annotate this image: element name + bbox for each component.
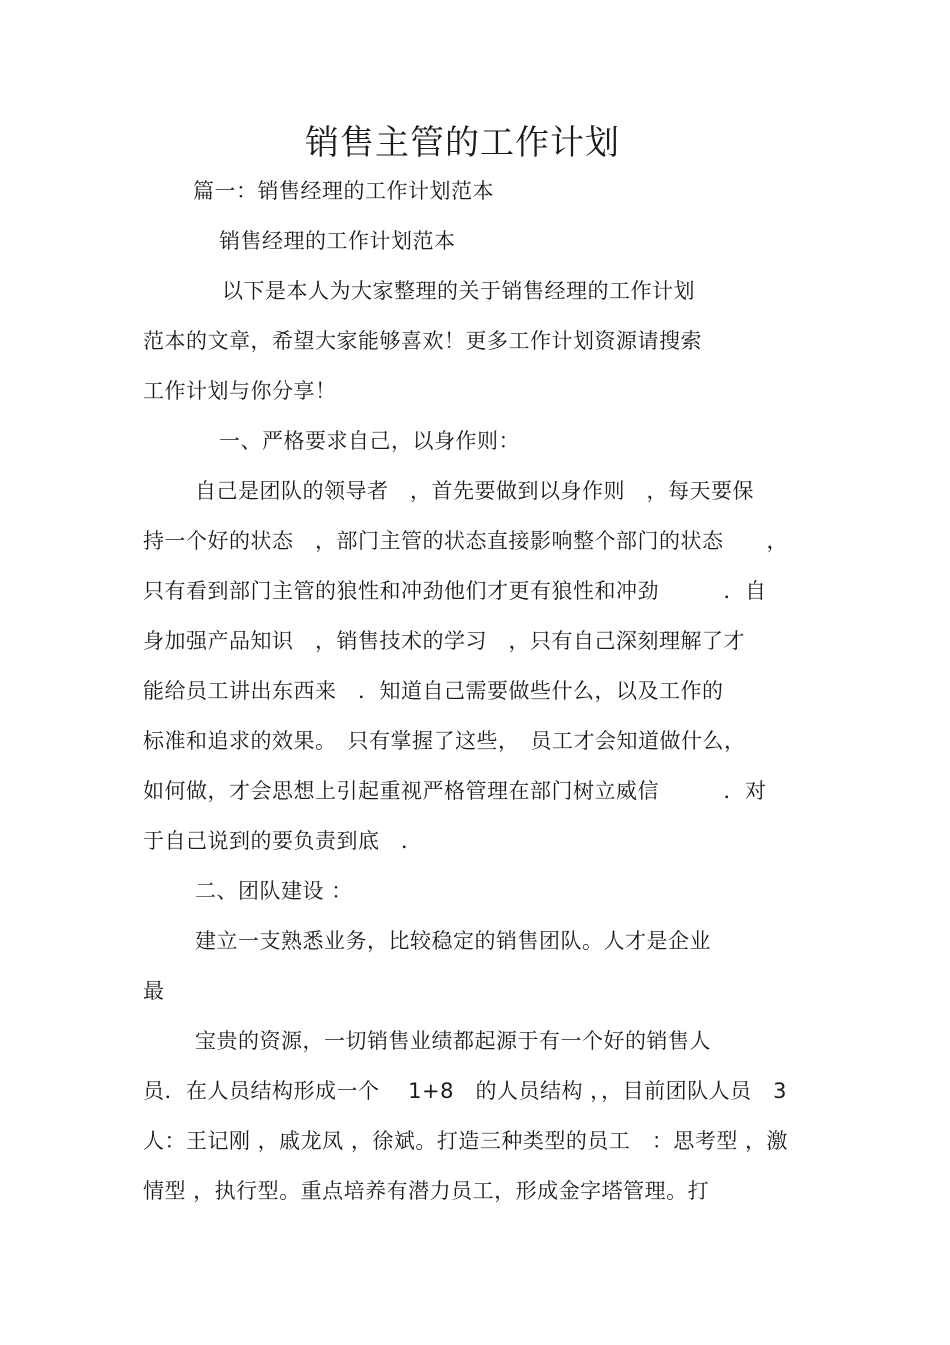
paragraph-line: 持一个好的状态 ，部门主管的状态直接影响整个部门的状态 ， [143,529,788,553]
section-heading-2: 一、严格要求自己，以身作则： [219,429,520,453]
section-heading-1: 篇一：销售经理的工作计划范本 [193,179,494,203]
section-heading-3: 二、团队建设 ： [195,879,353,903]
paragraph-line: 以下是本人为大家整理的关于销售经理的工作计划 [222,279,695,303]
paragraph-line: 于自己说到的要负责到底 ． [143,829,423,853]
paragraph-line: 员．在人员结构形成一个 1+8 的人员结构 ，，目前团队人员 3 [143,1079,788,1103]
paragraph-line: 建立一支熟悉业务，比较稳定的销售团队。人才是企业 [195,929,711,953]
document-title: 销售主管的工作计划 [305,123,620,163]
paragraph-line: 标准和追求的效果。 只有掌握了这些， 员工才会知道做什么， [143,729,746,753]
paragraph-line: 只有看到部门主管的狼性和冲劲他们才更有狼性和冲劲 ．自 [143,579,767,603]
paragraph-line: 范本的文章，希望大家能够喜欢！更多工作计划资源请搜索 [143,329,702,353]
paragraph-line: 情型 ，执行型。重点培养有潜力员工，形成金字塔管理。打 [143,1179,710,1203]
paragraph-line: 如何做，才会思想上引起重视严格管理在部门树立威信 ．对 [143,779,767,803]
paragraph-line: 宝贵的资源，一切销售业绩都起源于有一个好的销售人 [195,1029,711,1053]
paragraph-line: 最 [143,979,165,1003]
subtitle-line: 销售经理的工作计划范本 [219,229,456,253]
paragraph-line: 人：王记刚 ，戚龙凤 ，徐斌。打造三种类型的员工 ：思考型 ，激 [143,1129,789,1153]
paragraph-line: 工作计划与你分享！ [143,379,337,403]
paragraph-line: 身加强产品知识 ，销售技术的学习 ，只有自己深刻理解了才 [143,629,745,653]
paragraph-line: 自己是团队的领导者 ，首先要做到以身作则 ，每天要保 [195,479,754,503]
paragraph-line: 能给员工讲出东西来 ．知道自己需要做些什么，以及工作的 [143,679,724,703]
